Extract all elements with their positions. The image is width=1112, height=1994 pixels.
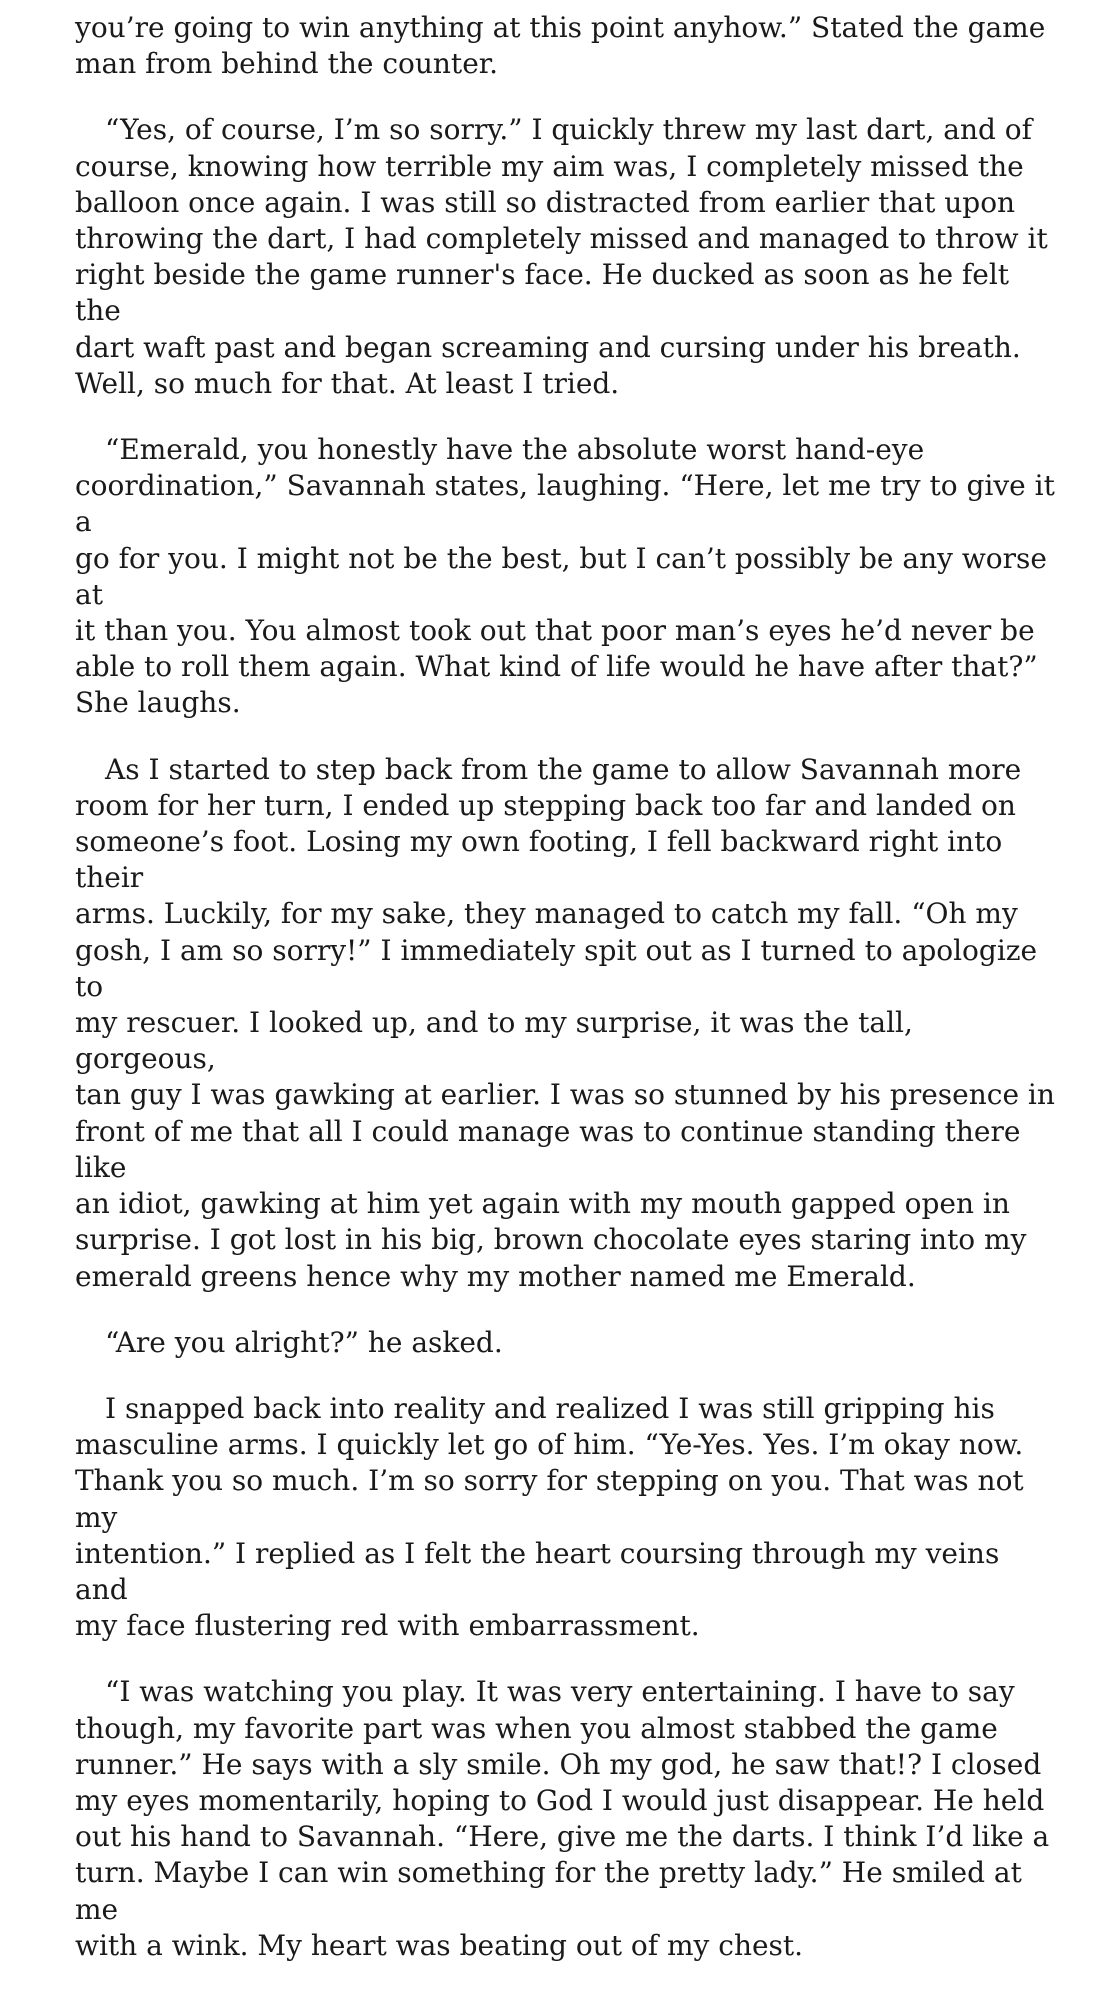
paragraph: I snapped back into reality and realized I was still gripping his masculine arms. I quickly let go of him. “Ye-Yes. Yes. I’m okay now. Thank you so much. I’m so sorry for stepping on you. That was not my intention.” I replied as I felt the heart coursing through my veins and my face flustering red with embarrassment. xyxy=(75,1391,1024,1643)
book-page xyxy=(75,10,1055,1994)
paragraph: you’re going to win anything at this point anyhow.” Stated the game man from behind the counter. xyxy=(75,11,1046,81)
paragraph: “Are you alright?” he asked. xyxy=(105,1325,503,1359)
paragraph: As I started to step back from the game to allow Savannah more room for her turn, I ended up stepping back too far and landed on someone’s foot. Losing my own footing, I fell backward right into their arms. Luckily, for my sake, they managed to catch my fall. “Oh my gosh, I am so sorry!” I immediately spit out as I turned to apologize to my rescuer. I looked up, and to my surprise, it was the tall, gorgeous, tan guy I was gawking at earlier. I was so stunned by his presence in front of me that all I could manage was to continue standing there like an idiot, gawking at him yet again with my mouth gapped open in surprise. I got lost in his big, brown chocolate eyes staring into my emerald greens hence why my mother named me Emerald. xyxy=(75,752,1055,1293)
paragraph: “Yes, of course, I’m so sorry.” I quickly threw my last dart, and of course, knowing how terrible my aim was, I completely missed the balloon once again. I was still so distracted from earlier that upon throwing the dart, I had completely missed and managed to throw it right beside the game runner's face. He ducked as soon as he felt the dart waft past and began screaming and cursing under his breath. Well, so much for that. At least I tried. xyxy=(75,113,1048,400)
paragraph: “Emerald, you honestly have the absolute worst hand-eye coordination,” Savannah states, laughing. “Here, let me try to give it a go for you. I might not be the best, but I can’t possibly be any worse at it than you. You almost took out that poor man’s eyes he’d never be able to roll them again. What kind of life would he have after that?” She laughs. xyxy=(75,433,1055,720)
paragraph: “I was watching you play. It was very entertaining. I have to say though, my favorite part was when you almost stabbed the game runner.” He says with a sly smile. Oh my god, he saw that!? I closed my eyes momentarily, hoping to God I would just disappear. He held out his hand to Savannah. “Here, give me the darts. I think I’d like a turn. Maybe I can win something for the pretty lady.” He smiled at me with a wink. My heart was beating out of my chest. xyxy=(75,1675,1050,1962)
